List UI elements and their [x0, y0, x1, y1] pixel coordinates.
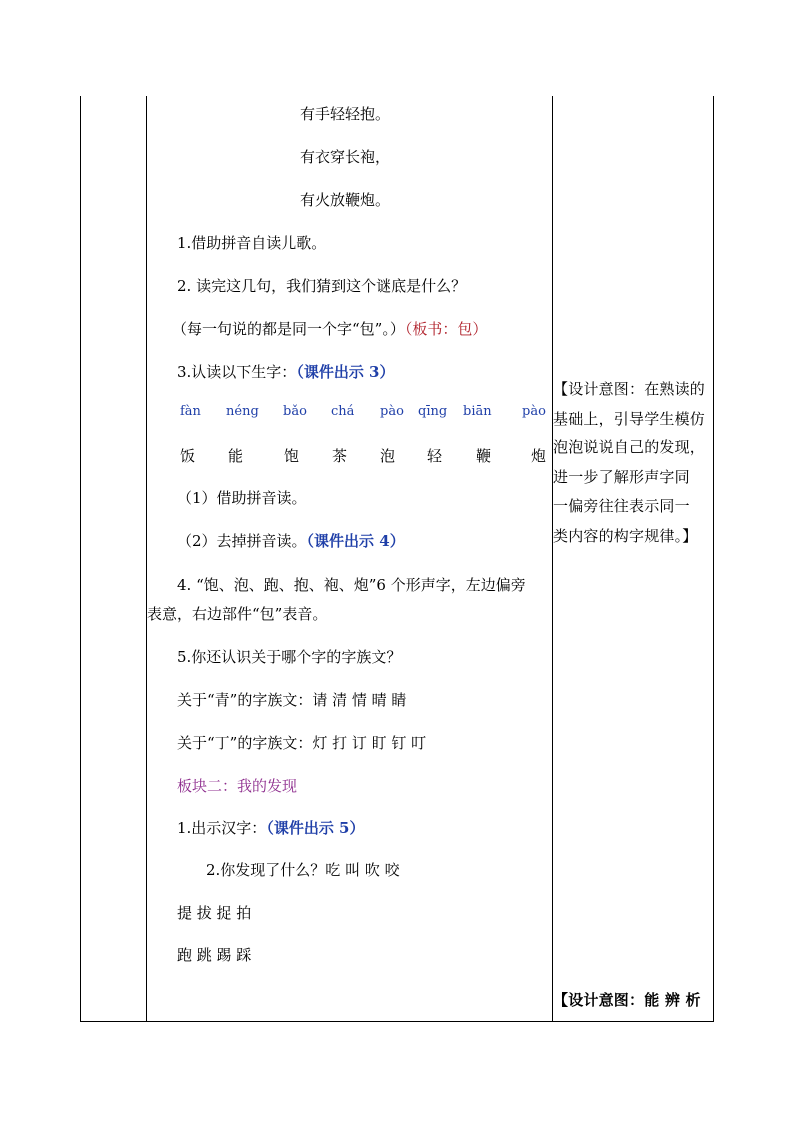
courseware-ref-3: （课件出示 3）: [296, 363, 395, 381]
table-border-left: [80, 96, 81, 1022]
pinyin-pao: pào: [380, 404, 404, 419]
pinyin-bian: biān: [463, 404, 492, 419]
char-bian: 鞭: [476, 447, 492, 465]
char-pao-2: 炮: [531, 447, 547, 465]
pinyin-cha: chá: [331, 404, 355, 419]
courseware-ref-4: （课件出示 4）: [306, 532, 405, 550]
design-note-1-line-2: 基础上，引导学生模仿: [553, 410, 706, 428]
design-note-1-line-1: 【设计意图：在熟读的: [553, 380, 706, 398]
table-border-right: [713, 96, 714, 1022]
board-note: （板书：包）: [404, 320, 488, 338]
section-2-heading: 板块二：我的发现: [177, 777, 298, 795]
char-cha: 茶: [332, 447, 348, 465]
courseware-ref-5: （课件出示 5）: [266, 819, 365, 837]
design-note-1-line-3: 泡泡说说自己的发现，: [553, 438, 706, 456]
step-1: 1.借助拼音自读儿歌。: [177, 234, 327, 252]
step-3-2: [177, 531, 405, 551]
table-border-col2: [552, 96, 553, 1022]
step-2: 2. 读完这几句，我们猜到这个谜底是什么？: [177, 277, 467, 295]
char-bao: 饱: [284, 447, 300, 465]
poem-line-3: 有火放鞭炮。: [300, 191, 391, 209]
step-2-note: [172, 319, 487, 339]
char-row-foot: 跑 跳 踢 踩: [177, 946, 252, 964]
step-3-2-text: （2）去掉拼音读。: [177, 532, 307, 550]
char-neng: 能: [228, 447, 244, 465]
step-5: 5.你还认识关于哪个字的字族文？: [177, 648, 402, 666]
word-family-qing: 关于“青”的字族文：请 清 情 晴 睛: [177, 691, 407, 709]
design-note-1-line-5: 一偏旁往往表示同一: [553, 497, 690, 515]
step-3-text: 3.认读以下生字：: [177, 363, 297, 381]
poem-line-1: 有手轻轻抱。: [300, 105, 391, 123]
pinyin-bao: bǎo: [283, 404, 307, 419]
char-row-hand: 提 拔 捉 拍: [177, 904, 252, 922]
table-border-col1: [146, 96, 147, 1022]
pinyin-pao-2: pào: [522, 404, 546, 419]
step-2-note-text: （每一句说的都是同一个字“包”。）: [172, 320, 405, 338]
pinyin-neng: néng: [226, 404, 259, 419]
word-family-ding: 关于“丁”的字族文：灯 打 订 盯 钉 叮: [177, 734, 427, 752]
poem-line-2: 有衣穿长袍，: [300, 148, 391, 166]
step-4-line-1: 4. “饱、泡、跑、抱、袍、炮”6 个形声字，左边偏旁: [177, 576, 526, 594]
design-note-1-line-4: 进一步了解形声字同: [553, 468, 690, 486]
char-fan: 饭: [180, 447, 196, 465]
step-4-line-2: 表意，右边部件“包”表音。: [147, 605, 328, 623]
char-qing: 轻: [427, 447, 443, 465]
part-2: 2.你发现了什么？吃 叫 吹 咬: [206, 861, 400, 879]
part-1-text: 1.出示汉字：: [177, 819, 267, 837]
design-note-2: 【设计意图：能 辨 析: [553, 991, 701, 1009]
pinyin-qing: qīng: [418, 404, 448, 419]
part-1: [177, 818, 364, 838]
step-3: [177, 362, 394, 382]
char-pao: 泡: [380, 447, 396, 465]
design-note-1-line-6: 类内容的构字规律。】: [553, 527, 698, 545]
pinyin-fan: fàn: [180, 404, 201, 419]
step-3-1: （1）借助拼音读。: [177, 489, 307, 507]
table-border-bottom: [80, 1021, 714, 1022]
